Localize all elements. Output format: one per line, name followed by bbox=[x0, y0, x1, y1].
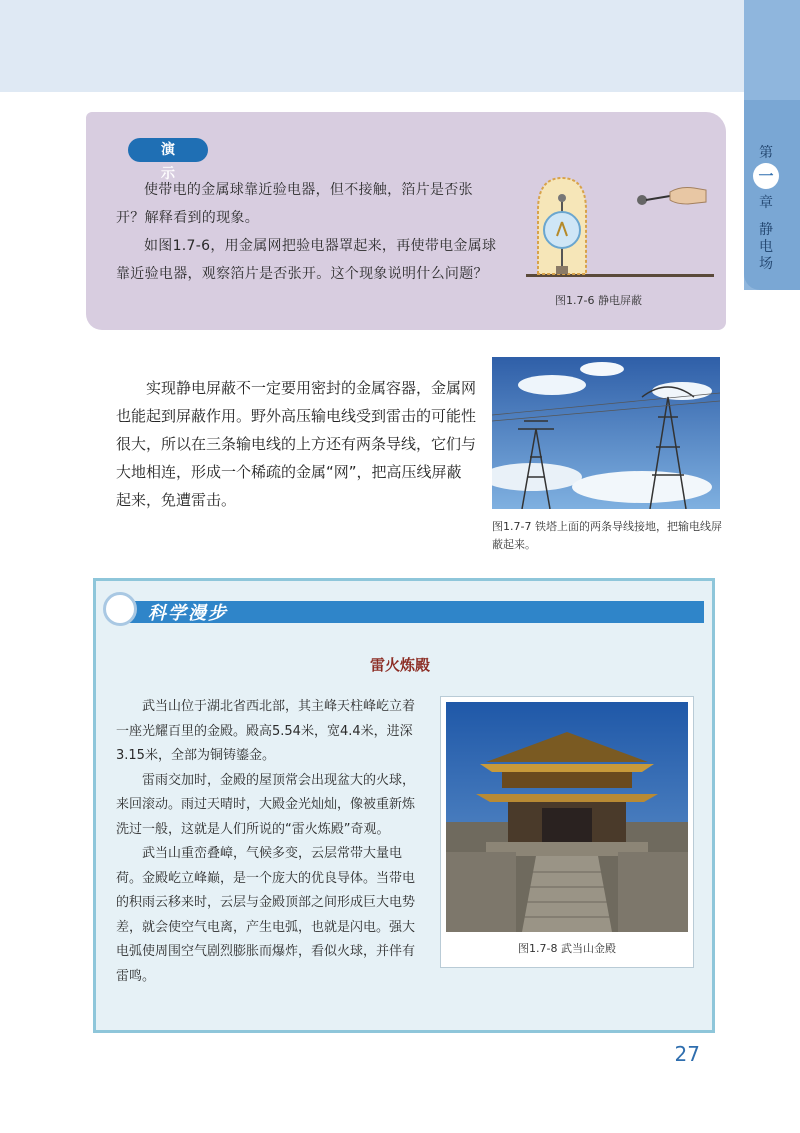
chapter-side-tab bbox=[744, 0, 800, 290]
power-tower-photo bbox=[492, 357, 720, 509]
demo-paragraph-2: 如图1.7-6，用金属网把验电器罩起来，再使带电金属球靠近验电器，观察箔片是否张开。这个现象说明什么问题？ bbox=[116, 238, 497, 282]
demo-paragraph-1: 使带电的金属球靠近验电器，但不接触，箔片是否张开？解释看到的现象。 bbox=[116, 182, 473, 226]
chapter-suffix: 章 bbox=[759, 195, 773, 211]
page-number: 27 bbox=[674, 1042, 700, 1066]
body-text bbox=[116, 374, 476, 514]
chapter-number: 一 bbox=[753, 163, 779, 189]
science-text bbox=[116, 695, 416, 989]
chapter-prefix: 第 bbox=[759, 145, 773, 161]
demo-figure-caption: 图1.7-6 静电屏蔽 bbox=[555, 294, 642, 307]
science-paragraph-2: 雷雨交加时，金殿的屋顶常会出现盆大的火球，来回滚动。雨过天晴时，大殿金光灿灿，像被重新炼洗过一般，这就是人们所说的“雷火炼殿”奇观。 bbox=[116, 772, 416, 837]
science-article-title: 雷火炼殿 bbox=[369, 656, 430, 674]
tower-caption: 图1.7-7 铁塔上面的两条导线接地，把输电线屏蔽起来。 bbox=[492, 520, 722, 551]
science-header-title: 科学漫步 bbox=[148, 603, 228, 624]
temple-caption: 图1.7-8 武当山金殿 bbox=[518, 942, 616, 955]
page-header-band bbox=[0, 0, 800, 92]
golden-hall-photo bbox=[446, 702, 688, 932]
electroscope-figure bbox=[520, 170, 720, 290]
science-paragraph-1: 武当山位于湖北省西北部，其主峰天柱峰屹立着一座光耀百里的金殿。殿高5.54米，宽4.4米，进深3.15米，全部为铜铸鎏金。 bbox=[116, 699, 416, 763]
chapter-title: 静电场 bbox=[759, 222, 773, 272]
demo-text bbox=[116, 176, 501, 288]
body-paragraph: 实现静电屏蔽不一定要用密封的金属容器，金属网也能起到屏蔽作用。野外高压输电线受到雷击的可能性很大，所以在三条输电线的上方还有两条导线，它们与大地相连，形成一个稀疏的金属“网”，把高压线屏蔽起来，免遭雷击。 bbox=[116, 379, 477, 509]
science-header-circle bbox=[103, 592, 137, 626]
science-paragraph-3: 武当山重峦叠嶂，气候多变，云层常带大量电荷。金殿屹立峰巅，是一个庞大的优良导体。当带电的积雨云移来时，云层与金殿顶部之间形成巨大电势差，就会使空气电离，产生电弧，也就是闪电。强大电弧使周围空气剧烈膨胀而爆炸，看似火球，并伴有雷鸣。 bbox=[116, 846, 416, 984]
demo-badge: 演 示 bbox=[128, 138, 208, 162]
